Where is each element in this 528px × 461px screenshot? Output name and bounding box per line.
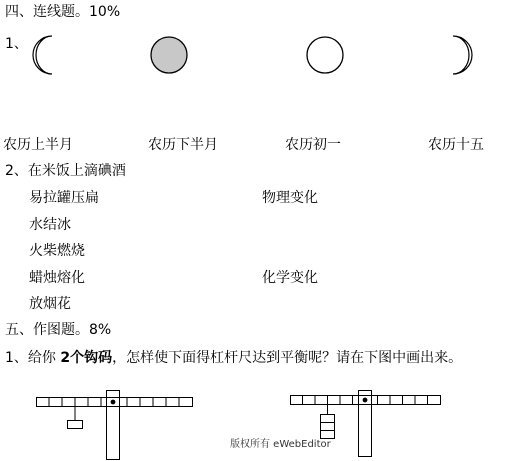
moon-label-first-day: 农历初一 bbox=[285, 137, 341, 153]
question-lever-prompt: 1、给你 2个钩码，怎样使下面得杠杆尺达到平衡呢？请在下图中画出来。 bbox=[5, 350, 463, 366]
moon-label-fifteenth: 农历十五 bbox=[428, 137, 484, 153]
moon-label-second-half: 农历下半月 bbox=[148, 137, 218, 153]
item-candle-melt: 蜡烛熔化 bbox=[29, 270, 85, 286]
lever-diagram-icon bbox=[36, 388, 194, 460]
category-physical-change: 物理变化 bbox=[262, 190, 318, 206]
item-water-freeze: 水结冰 bbox=[29, 217, 71, 233]
question1-number: 1、 bbox=[5, 36, 28, 52]
waning-crescent-moon-icon bbox=[28, 34, 62, 76]
moon-label-first-half: 农历上半月 bbox=[3, 137, 73, 153]
category-chemical-change: 化学变化 bbox=[262, 270, 318, 286]
section4-heading: 四、连线题。10% bbox=[5, 4, 121, 20]
full-moon-icon bbox=[305, 35, 345, 75]
new-moon-icon bbox=[149, 35, 189, 75]
item-can-crush: 易拉罐压扁 bbox=[29, 190, 99, 206]
waxing-crescent-moon-icon bbox=[449, 34, 479, 76]
question2-prompt: 2、在米饭上滴碘酒 bbox=[5, 163, 126, 179]
item-fireworks: 放烟花 bbox=[29, 296, 71, 312]
item-match-burn: 火柴燃烧 bbox=[29, 243, 85, 259]
watermark: 版权所有 eWebEditor bbox=[230, 439, 331, 450]
section5-heading: 五、作图题。8% bbox=[5, 322, 112, 338]
